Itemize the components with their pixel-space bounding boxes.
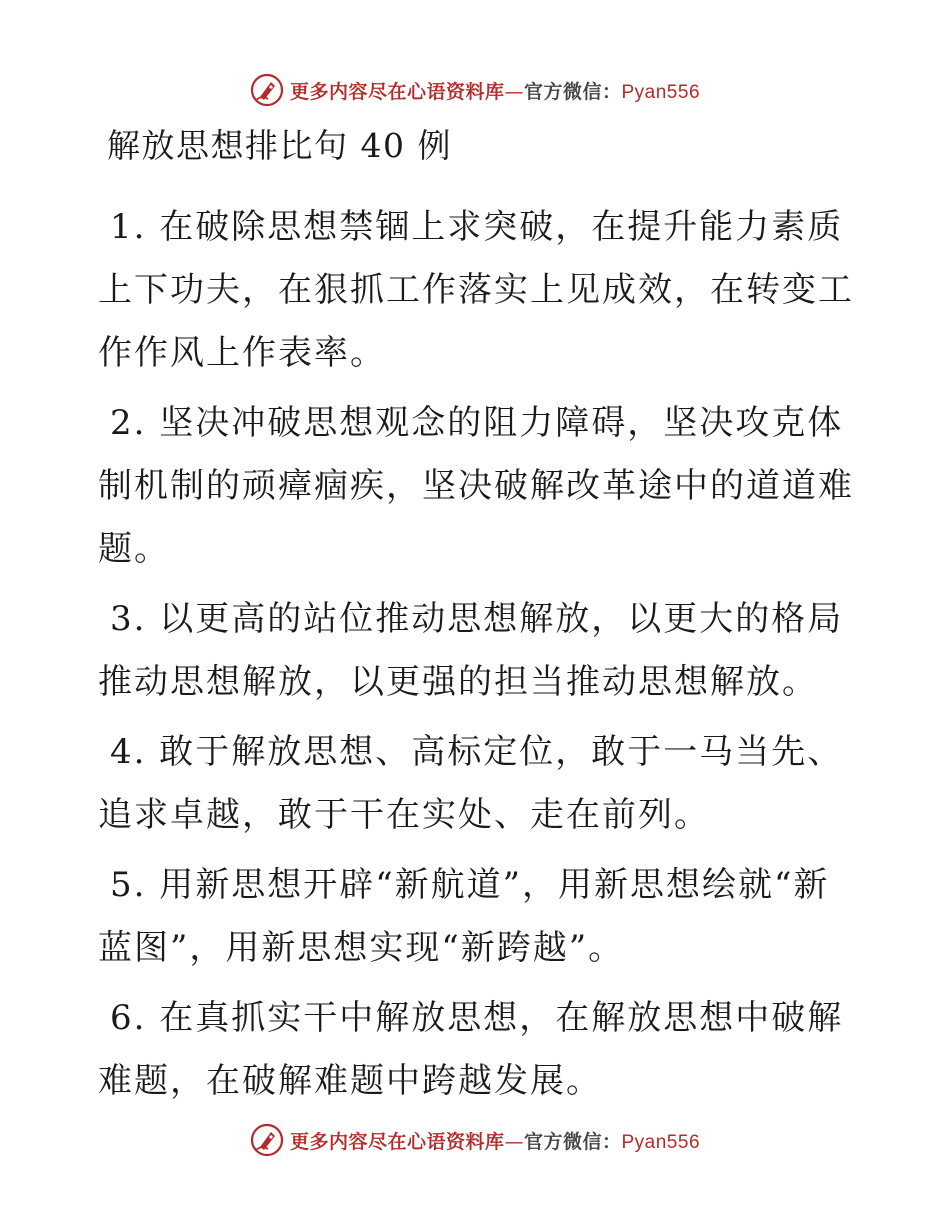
list-item: 3. 以更高的站位推动思想解放，以更大的格局推动思想解放，以更强的担当推动思想解放。 bbox=[98, 599, 844, 702]
pen-nib-logo-icon bbox=[250, 73, 284, 107]
watermark-site-name: 更多内容尽在心语资料库 bbox=[289, 1130, 505, 1153]
list-item: 4. 敢于解放思想、高标定位，敢于一马当先、追求卓越，敢于干在实处、走在前列。 bbox=[98, 732, 844, 835]
list-item: 6. 在真抓实干中解放思想，在解放思想中破解难题，在破解难题中跨越发展。 bbox=[98, 998, 844, 1101]
footer-watermark bbox=[0, 1120, 950, 1160]
watermark-text bbox=[290, 77, 700, 104]
watermark-wechat-id: Pyan556 bbox=[621, 81, 701, 103]
watermark-wechat-label: 官方微信： bbox=[523, 1130, 622, 1153]
header-watermark bbox=[0, 70, 950, 110]
watermark-text bbox=[290, 1127, 700, 1154]
list-item: 1. 在破除思想禁锢上求突破，在提升能力素质上下功夫，在狠抓工作落实上见成效，在转变工作作风上作表率。 bbox=[98, 207, 854, 373]
watermark-wechat-id: Pyan556 bbox=[621, 1131, 701, 1153]
list-item: 5. 用新思想开辟“新航道”，用新思想绘就“新蓝图”，用新思想实现“新跨越”。 bbox=[98, 865, 830, 968]
example-list bbox=[98, 196, 858, 1120]
watermark-dash: — bbox=[504, 1130, 524, 1153]
watermark-dash: — bbox=[504, 80, 524, 103]
pen-nib-logo-icon bbox=[250, 1123, 284, 1157]
watermark-wechat-label: 官方微信： bbox=[523, 80, 622, 103]
list-item: 2. 坚决冲破思想观念的阻力障碍，坚决攻克体制机制的顽瘴痼疾，坚决破解改革途中的道道难题。 bbox=[98, 403, 854, 569]
watermark-site-name: 更多内容尽在心语资料库 bbox=[289, 80, 505, 103]
document-title: 解放思想排比句 40 例 bbox=[107, 126, 452, 165]
